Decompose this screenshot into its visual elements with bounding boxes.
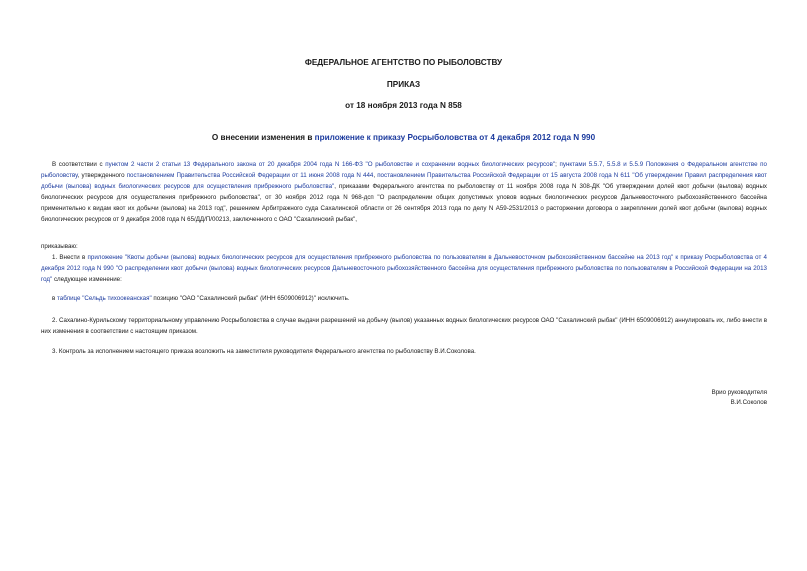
- item-1-change: [41, 294, 767, 305]
- doc-type: ПРИКАЗ: [386, 80, 421, 89]
- item-1: [41, 253, 767, 286]
- item-2: [41, 316, 767, 338]
- item-3: [41, 347, 767, 358]
- agency-title: ФЕДЕРАЛЬНОЕ АГЕНТСТВО ПО РЫБОЛОВСТВУ: [304, 58, 503, 67]
- preamble-text-5: , приказами Федерального агентства по рыболовству от 11 ноября 2008 года N 308-ДК "Об утверждении долей квот добычи (вылова) водных биологических ресурсов для осуществления прибрежного рыболовства", от 30 ноября 2012 года N 968-дсп "О распределении общих допустимых уловов водных биологических ресурсов Дальневосточного рыбохозяйственного бассейна применительно к видам квот их добычи (вылова) на 2013 год", решением Арбитражного суда Сахалинской области от 26 сентября 2013 года по делу N А59-2531/2013 о расторжении договора о закреплении долей квот добычи (вылова) водных биологических ресурсов от 9 декабря 2008 года N 65/ДД/П/00213, заключенного с ОАО "Сахалинский рыбак",: [41, 182, 767, 223]
- doc-subject: [0, 133, 807, 142]
- decree-444-link[interactable]: постановлением Правительства Российской Федерации от 11 июня 2008 года N 444: [126, 171, 374, 179]
- appendix-link[interactable]: приложение "Квоты добычи (вылова) водных биологических ресурсов для осуществления прибрежного рыболовства по пользователям в Дальневосточном рыбохозяйственном бассейне на 2013 год" к приказу Росрыболовства от 4 декабря 2012 года N 990 "О распределении квот добычи (вылова) водных биологических ресурсов Дальневосточного рыбохозяйственного бассейна для осуществления прибрежного рыболовства по пользователям в Российской Федерации на 2013 год": [41, 254, 767, 283]
- preamble-paragraph: [41, 160, 767, 225]
- subject-prefix: О внесении изменения в: [211, 133, 315, 142]
- law-link[interactable]: пунктом 2 части 2 статьи 13 Федерального закона от 20 декабря 2004 года N 166-ФЗ "О рыболовстве и сохранении водных биологических ресурсов": [105, 161, 556, 168]
- change-text-2: позицию "ОАО "Сахалинский рыбак" (ИНН 6509006912)" исключить.: [151, 295, 350, 302]
- item1-text-2: следующее изменение:: [52, 275, 122, 283]
- regulation-link[interactable]: пунктами 5.5.7, 5.5.8 и 5.5.9 Положения о Федеральном агентстве по рыболовству: [41, 161, 767, 179]
- signer-position: Врио руководителя: [711, 389, 767, 396]
- change-text-1: в: [52, 295, 58, 302]
- subject-link[interactable]: приложение к приказу Росрыболовства от 4 декабря 2012 года N 990: [314, 133, 596, 142]
- preamble-text-4: ,: [373, 171, 378, 179]
- order-word: приказываю:: [41, 243, 78, 250]
- doc-date-number: от 18 ноября 2013 года N 858: [345, 101, 462, 110]
- signature-block: [567, 388, 767, 409]
- item1-text-1: 1. Внести в: [52, 254, 88, 261]
- item3-text: 3. Контроль за исполнением настоящего приказа возложить на заместителя руководителя Федерального агентства по рыболовству В.И.Соколова.: [52, 348, 476, 355]
- preamble-text-1: В соответствии с: [52, 161, 106, 168]
- preamble-text-2: ;: [555, 161, 560, 168]
- decree-611-link[interactable]: постановлением Правительства Российской Федерации от 15 августа 2008 года N 611 "Об утверждении Правил распределения квот добычи (вылова) водных биологических ресурсов для осуществления прибрежного рыболовства": [41, 171, 767, 190]
- herring-table-link[interactable]: таблице "Сельдь тихоокеанская": [57, 295, 152, 302]
- preamble-text-3: , утвержденного: [77, 171, 127, 179]
- signer-name: В.И.Соколов: [730, 399, 767, 407]
- item2-text: 2. Сахалино-Курильскому территориальному управлению Росрыболовства в случае выдачи разрешений на добычу (вылов) указанных водных биологических ресурсов ОАО "Сахалинский рыбак" (ИНН 6509006912) аннулировать их, либо внести в них изменения в соответствии с настоящим приказом.: [41, 317, 767, 335]
